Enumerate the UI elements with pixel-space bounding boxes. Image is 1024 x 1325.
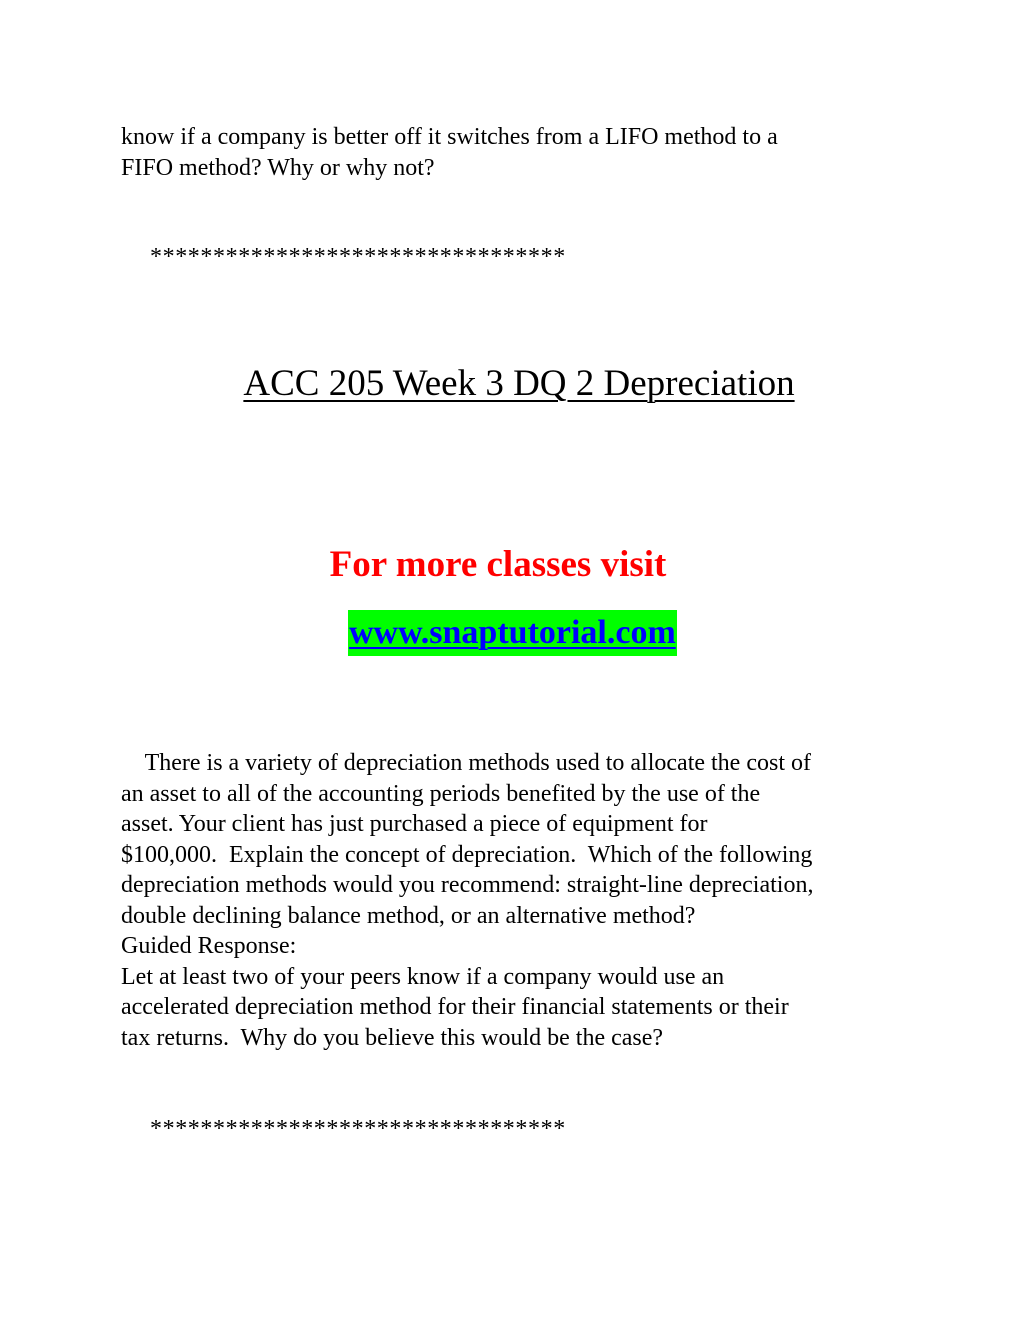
body-line: Let at least two of your peers know if a company would use an — [121, 964, 725, 990]
body-line: tax returns. Why do you believe this would be the case? — [121, 1025, 664, 1051]
body-line: asset. Your client has just purchased a piece of equipment for — [121, 811, 708, 837]
body-line: There is a variety of depreciation methods used to allocate the cost of — [121, 750, 811, 776]
body-line: depreciation methods would you recommend: straight-line depreciation, — [121, 872, 814, 898]
body-line: double declining balance method, or an alternative method? — [121, 903, 696, 929]
intro-line: know if a company is better off it switches from a LIFO method to a — [121, 124, 778, 150]
intro-line: FIFO method? Why or why not? — [121, 155, 435, 181]
promo-text: For more classes visit — [329, 544, 667, 585]
body-line: Guided Response: — [121, 933, 297, 959]
body-line: $100,000. Explain the concept of depreciation. Which of the following — [121, 842, 813, 868]
separator: ********************************* — [150, 244, 566, 270]
page-title: ACC 205 Week 3 DQ 2 Depreciation — [243, 363, 795, 404]
separator: ********************************* — [150, 1116, 566, 1142]
promo-link-highlight — [348, 610, 677, 656]
body-line: accelerated depreciation method for their financial statements or their — [121, 994, 789, 1020]
promo-link[interactable]: www.snaptutorial.com — [349, 614, 676, 651]
body-line: an asset to all of the accounting periods benefited by the use of the — [121, 781, 761, 807]
